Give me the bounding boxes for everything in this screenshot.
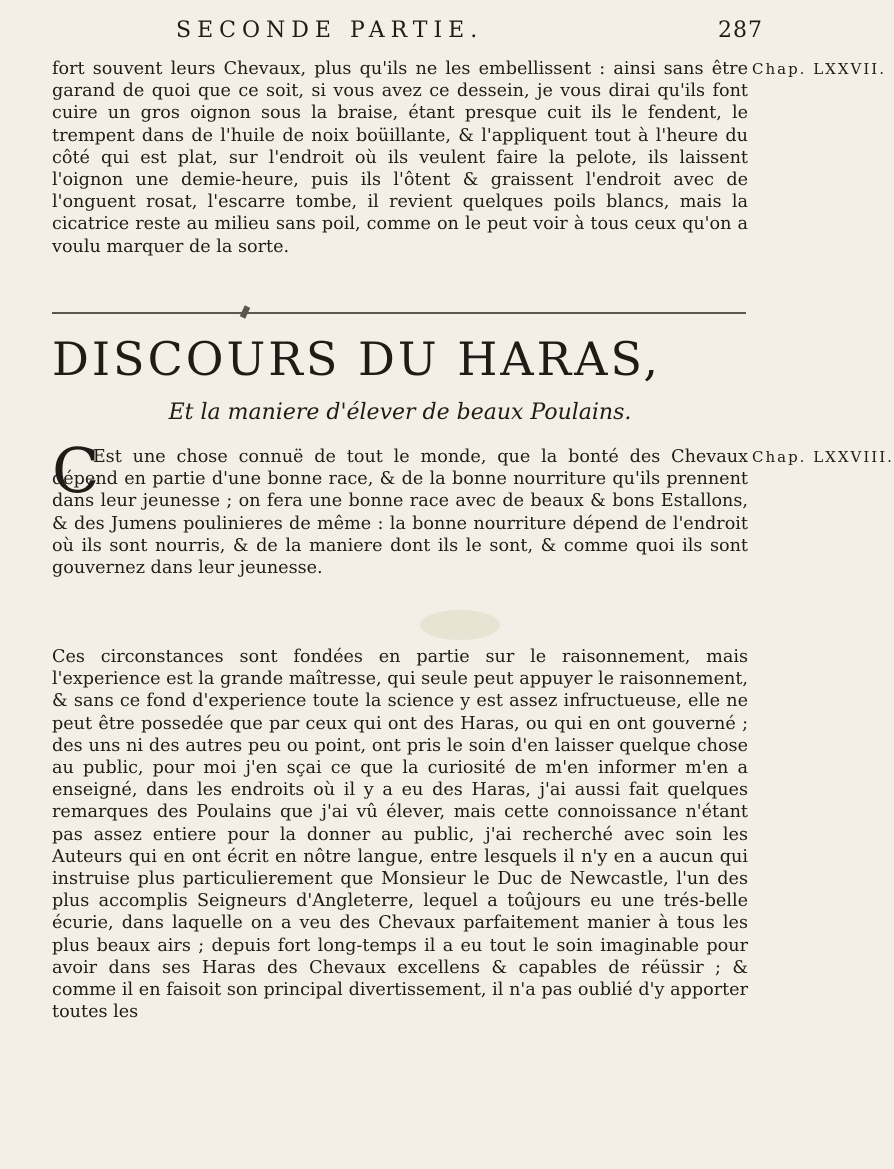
paragraph-opening: 'Est une chose connuë de tout le monde, que la bonté des Chevaux dépend en partie d'une bonne race, & de la bonne nourriture qu'ils prennent dans leur jeunesse ; on fera une bonne race avec de beaux & bons Estallons, & des Jumens poulinieres de même : la bonne nourriture dépend de l'endroit où ils sont nourris, & de la maniere dont ils le sont, & comme quoi ils sont gouvernez dans leur jeunesse. — [52, 447, 748, 579]
paragraph-circumstances: Ces circonstances sont fondées en partie sur le raisonnement, mais l'experience est la grande maîtresse, qui seule peut appuyer le raisonnement, & sans ce fond d'experience toute la science y est assez infructueuse, elle ne peut être possedée que par ceux qui ont des Haras, ou qui en ont gouverné ; des uns ni des autres peu ou point, ont pris le soin d'en laisser quelque chose au public, pour moi j'en sçai ce que la curiosité de m'en informer m'en a enseigné, dans les endroits où il y a eu des Haras, j'ai aussi fait quelques remarques des Poulains que j'ai vû élever, mais cette connoissance n'étant pas assez entiere pour la donner au public, j'ai recherché avec soin les Auteurs qui en ont écrit en nôtre langue, entre lesquels il n'y en a aucun qui instruise plus particulierement que Monsieur le Duc de Newcastle, l'un des plus accomplis Seigneurs d'Angleterre, lequel a toûjours eu une trés-belle écurie, dans laquelle on a veu des Chevaux parfaitement manier à tous les plus beaux airs ; depuis fort long-temps il a eu tout le soin imaginable pour avoir dans ses Haras des Chevaux excellens & capables de réüssir ; & comme il en faisoit son principal divertissement, il n'a pas oublié d'y apporter toutes les — [52, 647, 748, 1023]
running-head: SECONDE PARTIE. — [176, 18, 484, 43]
margin-note-chapter-78: Chap. LXXVIII. — [752, 448, 894, 466]
drop-cap-initial: C — [52, 434, 100, 507]
margin-note-chapter-77: Chap. LXXVII. — [752, 60, 886, 78]
page-number: 287 — [718, 18, 763, 43]
section-divider-rule — [52, 312, 746, 314]
section-title: DISCOURS DU HARAS, — [52, 332, 661, 386]
paper-stain — [420, 610, 500, 640]
paragraph-chapter-77: fort souvent leurs Chevaux, plus qu'ils ne les embellissent : ainsi sans être garand de quoi que ce soit, si vous avez ce dessein, je vous dirai qu'ils font cuire un gros oignon sous la braise, étant presque cuit ils le fendent, le trempent dans de l'huile de noix boüillante, & l'appliquent tout à l'heure du côté qui est plat, sur l'endroit où ils veulent faire la pelote, ils laissent l'oignon une demie-heure, puis ils l'ôtent & graissent l'endroit avec de l'onguent rosat, l'escarre tombe, il revient quelques poils blancs, mais la cicatrice reste au milieu sans poil, comme on le peut voir à tous ceux qu'on a voulu marquer de la sorte. — [52, 59, 748, 257]
section-subtitle: Et la maniere d'élever de beaux Poulains. — [168, 400, 632, 425]
